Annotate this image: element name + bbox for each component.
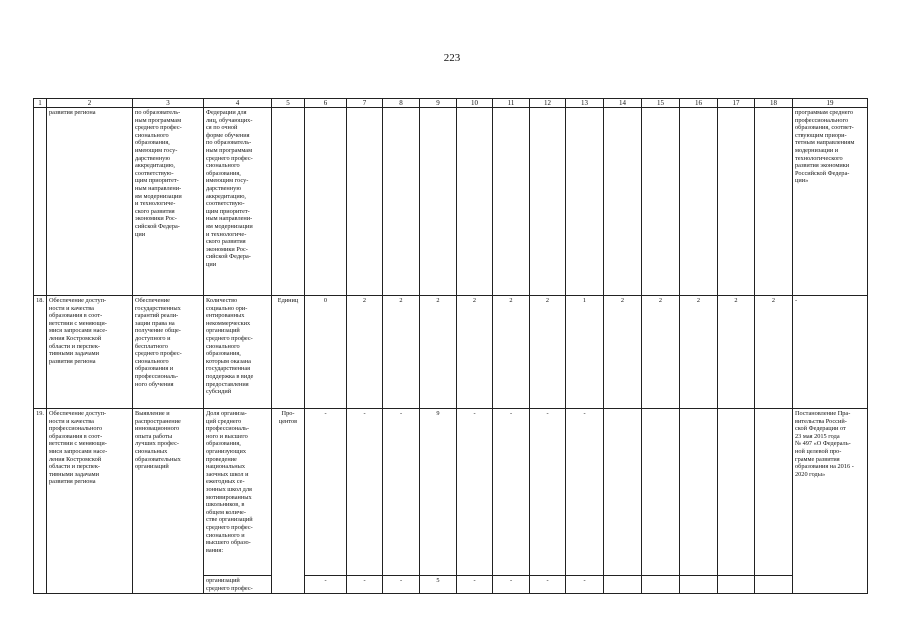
- header-cell: 4: [204, 99, 272, 108]
- row-number: 19.: [34, 409, 47, 594]
- value-cell: 2: [755, 296, 793, 409]
- indicator-cell: Доля организа- ций среднего профессиональ- ного и высшего образования, организующих проведение национальных заочных школ и ежегодных се- зонных школ для мотивированных школьников, в общем количе- стве организаций среднего профес- сионального и высшего образо- вания:: [204, 409, 272, 576]
- header-cell: 19: [793, 99, 868, 108]
- value-cell: -: [457, 576, 493, 594]
- value-cell: -: [493, 576, 530, 594]
- header-cell: 3: [133, 99, 204, 108]
- value-cell: [680, 576, 718, 594]
- header-cell: 5: [272, 99, 305, 108]
- header-cell: 10: [457, 99, 493, 108]
- value-cell: 0: [305, 296, 347, 409]
- value-cell: [347, 108, 383, 296]
- value-cell: [755, 576, 793, 594]
- value-cell: [566, 108, 604, 296]
- value-cell: -: [305, 409, 347, 576]
- header-cell: 13: [566, 99, 604, 108]
- task-cell: по образователь- ным программам среднего профес- сионального образования, имеющим госу- дарственную аккредитацию, соответствую- щим приоритет- ным направлени- ям модернизации и технологиче- ского развития экономики Рос- сийской Федера- ции: [133, 108, 204, 296]
- row-number: 18.: [34, 296, 47, 409]
- value-cell: 2: [457, 296, 493, 409]
- value-cell: 9: [420, 409, 457, 576]
- header-cell: 15: [642, 99, 680, 108]
- value-cell: 2: [420, 296, 457, 409]
- value-cell: -: [530, 576, 566, 594]
- unit-cell: [272, 108, 305, 296]
- value-cell: [718, 108, 755, 296]
- table-row: [34, 296, 868, 409]
- value-cell: -: [566, 576, 604, 594]
- program-table: [33, 98, 868, 594]
- header-cell: 7: [347, 99, 383, 108]
- value-cell: -: [493, 409, 530, 576]
- value-cell: [755, 409, 793, 576]
- header-cell: 9: [420, 99, 457, 108]
- value-cell: -: [383, 576, 420, 594]
- header-cell: 8: [383, 99, 420, 108]
- value-cell: [420, 108, 457, 296]
- value-cell: -: [457, 409, 493, 576]
- value-cell: -: [566, 409, 604, 576]
- goal-cell: Обеспечение доступ- ности и качества профессионального образования в соот- ветствии с меняющи- мися запросами насе- ления Костромской области и перспек- тивными задачами развития региона: [47, 409, 133, 594]
- task-cell: Обеспечение государственных гарантий реали- зации права на получение обще- доступного и бесплатного среднего профес- сионального образования и профессиональ- ного обучения: [133, 296, 204, 409]
- value-cell: [642, 409, 680, 576]
- unit-cell: Единиц: [272, 296, 305, 409]
- indicator-cell: организаций среднего профес-: [204, 576, 272, 594]
- basis-cell: -: [793, 296, 868, 409]
- value-cell: 2: [530, 296, 566, 409]
- value-cell: 2: [604, 296, 642, 409]
- value-cell: [680, 108, 718, 296]
- value-cell: -: [347, 409, 383, 576]
- value-cell: -: [305, 576, 347, 594]
- value-cell: [604, 409, 642, 576]
- value-cell: [642, 576, 680, 594]
- value-cell: [305, 108, 347, 296]
- value-cell: [755, 108, 793, 296]
- header-cell: 18: [755, 99, 793, 108]
- value-cell: [680, 409, 718, 576]
- table-row: [34, 409, 868, 576]
- value-cell: -: [530, 409, 566, 576]
- value-cell: [718, 576, 755, 594]
- header-row: [34, 99, 868, 108]
- goal-cell: развития региона: [47, 108, 133, 296]
- goal-cell: Обеспечение доступ- ности и качества образования в соот- ветствии с меняющи- мися запросами насе- ления Костромской области и перспек- тивными задачами развития региона: [47, 296, 133, 409]
- row-number: [34, 108, 47, 296]
- value-cell: 2: [347, 296, 383, 409]
- header-cell: 12: [530, 99, 566, 108]
- page-number: 223: [443, 52, 461, 64]
- value-cell: [642, 108, 680, 296]
- basis-cell: программам среднего профессионального образования, соответ- ствующим приори- тетным направлениям модернизации и технологического развития экономики Российской Федера- ции»: [793, 108, 868, 296]
- value-cell: [493, 108, 530, 296]
- table-row: [34, 108, 868, 296]
- header-cell: 1: [34, 99, 47, 108]
- value-cell: 2: [383, 296, 420, 409]
- value-cell: 2: [718, 296, 755, 409]
- value-cell: 2: [493, 296, 530, 409]
- value-cell: 2: [642, 296, 680, 409]
- unit-cell: Про- центов: [272, 409, 305, 594]
- header-cell: 16: [680, 99, 718, 108]
- header-cell: 6: [305, 99, 347, 108]
- task-cell: Выявление и распространение инновационного опыта работы лучших профес- сиональных образовательных организаций: [133, 409, 204, 594]
- value-cell: [530, 108, 566, 296]
- value-cell: -: [383, 409, 420, 576]
- value-cell: 1: [566, 296, 604, 409]
- header-cell: 17: [718, 99, 755, 108]
- value-cell: [604, 576, 642, 594]
- basis-cell: Постановление Пра- вительства Россий- ской Федерации от 23 мая 2015 года № 497 «О Федераль- ной целевой про- грамме развития образования на 2016 - 2020 годы»: [793, 409, 868, 594]
- header-cell: 2: [47, 99, 133, 108]
- value-cell: [457, 108, 493, 296]
- indicator-cell: Федерации для лиц, обучающих- ся по очной форме обучения по образователь- ным программам среднего профес- сионального образования, имеющим госу- дарственную аккредитацию, соответствую- щим приоритет- ным направлени- ям модернизации и технологиче- ского развития экономики Рос- сийской Федера- ции: [204, 108, 272, 296]
- value-cell: 2: [680, 296, 718, 409]
- value-cell: 5: [420, 576, 457, 594]
- value-cell: [383, 108, 420, 296]
- header-cell: 14: [604, 99, 642, 108]
- value-cell: -: [347, 576, 383, 594]
- indicator-cell: Количество социально ори- ентированных некоммерческих организаций среднего профес- сионального образования, которым оказана государственная поддержка в виде предоставления субсидий: [204, 296, 272, 409]
- header-cell: 11: [493, 99, 530, 108]
- value-cell: [718, 409, 755, 576]
- value-cell: [604, 108, 642, 296]
